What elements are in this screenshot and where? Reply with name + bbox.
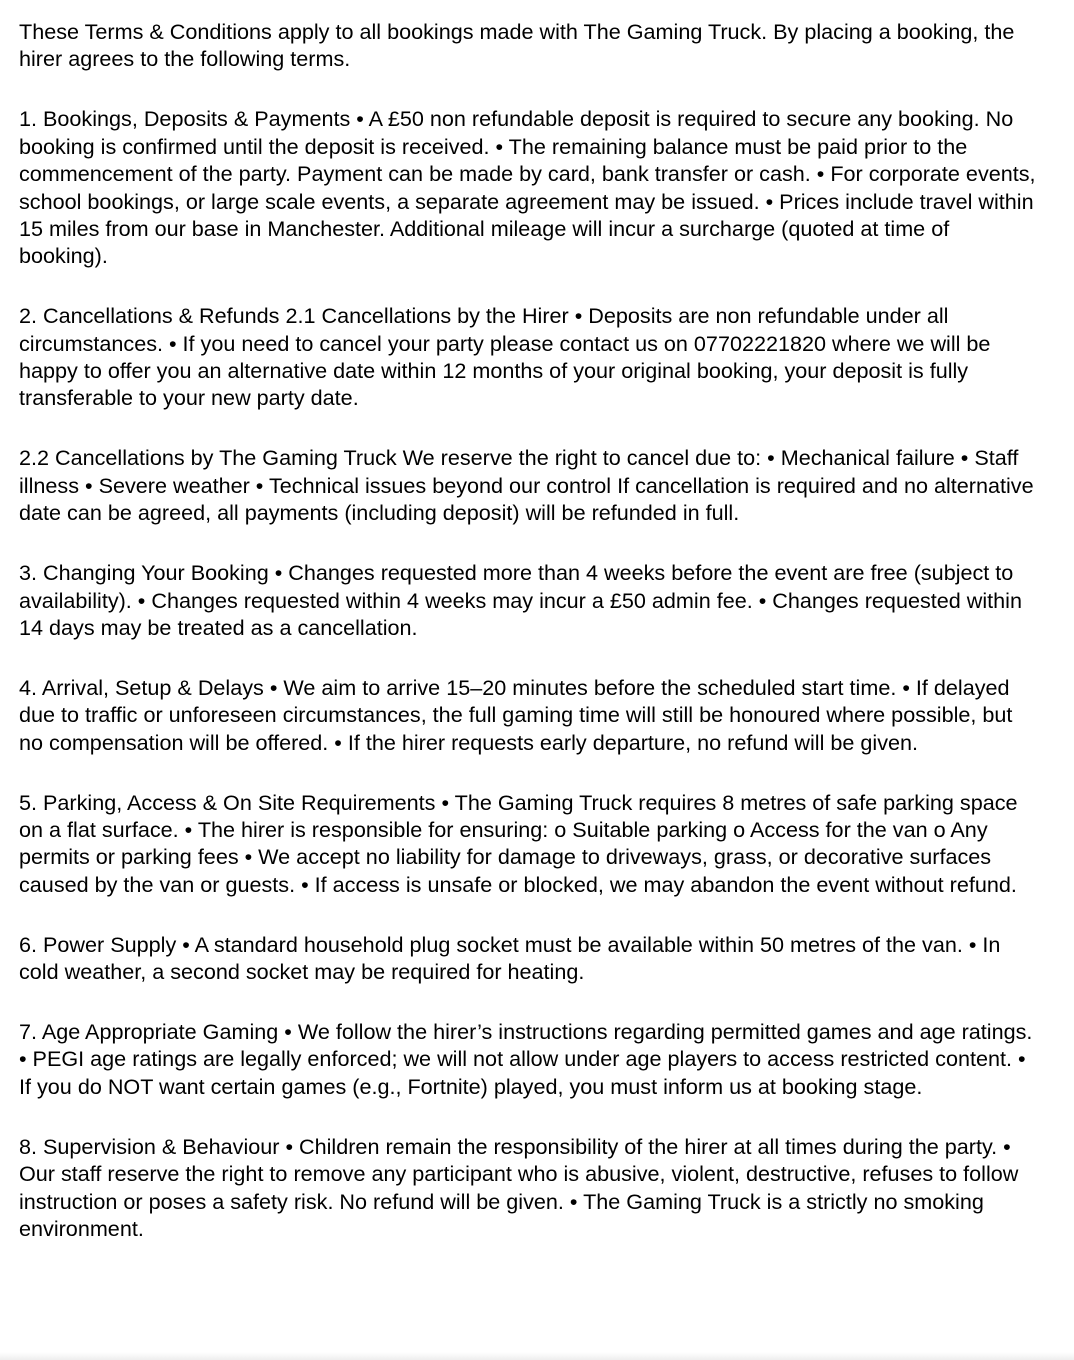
section-changing-booking: 3. Changing Your Booking • Changes requested more than 4 weeks before the event are free (subject to availability). • Changes requested within 4 weeks may incur a £50 admin fee. • Changes requested within 14 days may be treated as a cancellation. [19, 560, 1022, 640]
section-bookings-deposits-payments: 1. Bookings, Deposits & Payments • A £50 non refundable deposit is required to secure any booking. No booking is confirmed until the deposit is received. • The remaining balance must be paid prior to the commencement of the party. Payment can be made by card, bank transfer or cash. • For corporate events, school bookings, or large scale events, a separate agreement may be issued. • Prices include travel within 15 miles from our base in Manchester. Additional mileage will incur a surcharge (quoted at time of booking). [19, 106, 1036, 269]
section-supervision-behaviour: 8. Supervision & Behaviour • Children remain the responsibility of the hirer at all times during the party. • Our staff reserve the right to remove any participant who is abusive, violent, destructive, refuses to follow instruction or poses a safety risk. No refund will be given. • The Gaming Truck is a strictly no smoking environment. [19, 1133, 1019, 1241]
terms-document [19, 18, 1037, 1275]
section-cancellations-by-company: 2.2 Cancellations by The Gaming Truck We reserve the right to cancel due to: • Mechanical failure • Staff illness • Severe weather • Technical issues beyond our control If cancellation is required and no alternative date can be agreed, all payments (including deposit) will be refunded in full. [19, 445, 1034, 526]
section-power-supply: 6. Power Supply • A standard household plug socket must be available within 50 metres of the van. • In cold weather, a second socket may be required for heating. [19, 931, 1001, 985]
section-parking-access: 5. Parking, Access & On Site Requirements • The Gaming Truck requires 8 metres of safe parking space on a flat surface. • The hirer is responsible for ensuring: o Suitable parking o Access for the van o Any permits or parking fees • We accept no liability for damage to driveways, grass, or decorative surfaces caused by the van or guests. • If access is unsafe or blocked, we may abandon the event without refund. [19, 789, 1018, 897]
section-cancellations-by-hirer: 2. Cancellations & Refunds 2.1 Cancellations by the Hirer • Deposits are non refundable under all circumstances. • If you need to cancel your party please contact us on 07702221820 where we will be happy to offer you an alternative date within 12 months of your original booking, your deposit is fully transferable to your new party date. [19, 303, 991, 411]
section-age-appropriate-gaming: 7. Age Appropriate Gaming • We follow the hirer’s instructions regarding permitted games and age ratings. • PEGI age ratings are legally enforced; we will not allow under age players to access restricted content. • If you do NOT want certain games (e.g., Fortnite) played, you must inform us at booking stage. [19, 1018, 1033, 1099]
section-arrival-setup-delays: 4. Arrival, Setup & Delays • We aim to arrive 15–20 minutes before the scheduled start time. • If delayed due to traffic or unforeseen circumstances, the full gaming time will still be honoured where possible, but no compensation will be offered. • If the hirer requests early departure, no refund will be given. [19, 674, 1013, 755]
intro-paragraph: These Terms & Conditions apply to all bookings made with The Gaming Truck. By placing a booking, the hirer agrees to the following terms. [19, 19, 1015, 72]
page-bottom-edge [0, 1352, 1074, 1360]
